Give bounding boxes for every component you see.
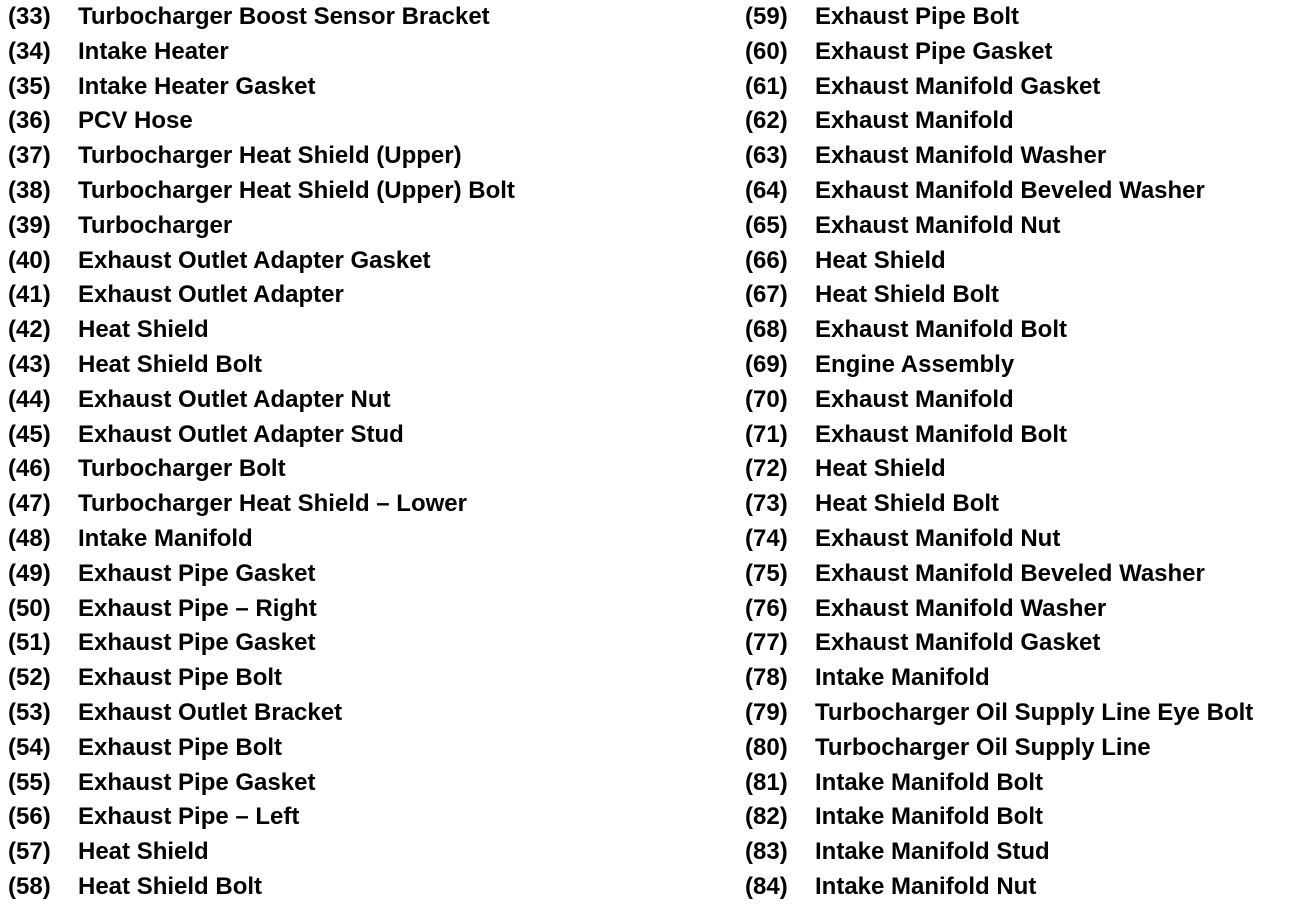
- part-reference-number: (33): [8, 3, 51, 30]
- part-name: Intake Manifold Bolt: [815, 803, 1043, 831]
- part-name: Heat Shield Bolt: [78, 350, 263, 378]
- part-list-item: [745, 835, 1305, 870]
- part-reference-number: (41): [8, 281, 51, 309]
- part-list-item: [745, 592, 1305, 627]
- part-list-item: [8, 0, 708, 35]
- part-reference-number: (50): [8, 594, 51, 622]
- part-list-item: [745, 244, 1305, 279]
- part-name: Exhaust Outlet Adapter: [78, 281, 344, 309]
- part-name: Turbocharger Boost Sensor Bracket: [78, 3, 490, 30]
- part-reference-number: (52): [8, 664, 51, 692]
- part-list-item: [8, 800, 708, 835]
- part-reference-number: (68): [745, 316, 788, 344]
- part-name: Exhaust Outlet Adapter Nut: [78, 385, 391, 413]
- part-name: Heat Shield Bolt: [815, 281, 1000, 309]
- part-name: Engine Assembly: [815, 350, 1015, 378]
- part-name: Exhaust Pipe Bolt: [78, 664, 283, 692]
- part-name: Exhaust Manifold Washer: [815, 594, 1107, 622]
- part-name: Exhaust Manifold Beveled Washer: [815, 176, 1205, 204]
- part-list-item: [8, 766, 708, 801]
- part-reference-number: (40): [8, 246, 51, 274]
- part-reference-number: (61): [745, 72, 788, 100]
- part-list-item: [745, 35, 1305, 70]
- part-reference-number: (59): [745, 3, 788, 30]
- part-reference-number: (80): [745, 733, 788, 761]
- part-reference-number: (54): [8, 733, 51, 761]
- part-list-item: [745, 313, 1305, 348]
- part-list-item: [745, 557, 1305, 592]
- part-list-item: [745, 278, 1305, 313]
- part-name: Intake Manifold: [78, 524, 253, 552]
- part-name: Exhaust Pipe Gasket: [78, 629, 316, 657]
- part-name: Heat Shield: [815, 246, 946, 274]
- part-list-item: [8, 452, 708, 487]
- part-name: Turbocharger Heat Shield (Upper) Bolt: [78, 176, 515, 204]
- part-list-item: [8, 174, 708, 209]
- part-list-item: [8, 104, 708, 139]
- part-list-item: [745, 731, 1305, 766]
- part-reference-number: (71): [745, 420, 788, 448]
- part-reference-number: (84): [745, 872, 788, 900]
- part-name: Exhaust Manifold Nut: [815, 211, 1061, 239]
- part-name: Turbocharger Heat Shield – Lower: [78, 490, 467, 518]
- part-list-item: [8, 696, 708, 731]
- part-name: Exhaust Pipe – Left: [78, 803, 300, 831]
- part-name: Exhaust Pipe Bolt: [78, 733, 283, 761]
- part-list-item: [745, 696, 1305, 731]
- part-reference-number: (66): [745, 246, 788, 274]
- part-name: Heat Shield: [78, 316, 209, 344]
- part-list-item: [8, 244, 708, 279]
- part-name: Intake Heater Gasket: [78, 72, 316, 100]
- part-list-item: [745, 800, 1305, 835]
- part-list-item: [8, 278, 708, 313]
- part-list-item: [745, 870, 1305, 905]
- part-reference-number: (72): [745, 455, 788, 483]
- part-reference-number: (48): [8, 524, 51, 552]
- part-list-item: [745, 104, 1305, 139]
- part-name: Exhaust Pipe – Right: [78, 594, 317, 622]
- part-name: Exhaust Manifold Bolt: [815, 420, 1067, 448]
- part-list-item: [745, 383, 1305, 418]
- part-reference-number: (36): [8, 107, 51, 135]
- part-name: Turbocharger: [78, 211, 233, 239]
- part-reference-number: (81): [745, 768, 788, 796]
- part-reference-number: (74): [745, 524, 788, 552]
- part-list-item: [745, 174, 1305, 209]
- part-name: Exhaust Manifold Nut: [815, 524, 1061, 552]
- part-list-item: [745, 522, 1305, 557]
- part-reference-number: (57): [8, 838, 51, 866]
- part-reference-number: (55): [8, 768, 51, 796]
- parts-list-left-column: [8, 0, 708, 905]
- part-reference-number: (37): [8, 142, 51, 170]
- part-name: Intake Heater: [78, 37, 229, 65]
- part-reference-number: (42): [8, 316, 51, 344]
- part-name: Exhaust Pipe Gasket: [815, 37, 1053, 65]
- part-reference-number: (39): [8, 211, 51, 239]
- part-list-item: [8, 626, 708, 661]
- part-reference-number: (73): [745, 490, 788, 518]
- part-name: Turbocharger Bolt: [78, 455, 286, 483]
- part-name: Exhaust Manifold Beveled Washer: [815, 559, 1205, 587]
- part-reference-number: (35): [8, 72, 51, 100]
- part-list-item: [8, 139, 708, 174]
- part-name: Exhaust Pipe Bolt: [815, 3, 1020, 30]
- part-list-item: [745, 487, 1305, 522]
- part-name: Exhaust Manifold: [815, 385, 1014, 413]
- part-reference-number: (75): [745, 559, 788, 587]
- part-name: Exhaust Outlet Adapter Stud: [78, 420, 404, 448]
- part-reference-number: (67): [745, 281, 788, 309]
- part-reference-number: (62): [745, 107, 788, 135]
- part-list-item: [745, 452, 1305, 487]
- part-reference-number: (78): [745, 664, 788, 692]
- part-list-item: [8, 70, 708, 105]
- part-name: Intake Manifold: [815, 664, 990, 692]
- part-name: Exhaust Pipe Gasket: [78, 768, 316, 796]
- part-list-item: [8, 487, 708, 522]
- part-reference-number: (56): [8, 803, 51, 831]
- part-list-item: [8, 661, 708, 696]
- part-name: Exhaust Manifold Washer: [815, 142, 1107, 170]
- part-list-item: [8, 522, 708, 557]
- part-reference-number: (34): [8, 37, 51, 65]
- part-name: Heat Shield: [815, 455, 946, 483]
- part-name: Exhaust Manifold Gasket: [815, 629, 1101, 657]
- part-list-item: [8, 557, 708, 592]
- part-reference-number: (60): [745, 37, 788, 65]
- part-name: Turbocharger Oil Supply Line: [815, 733, 1151, 761]
- part-list-item: [745, 70, 1305, 105]
- part-name: Intake Manifold Stud: [815, 838, 1050, 866]
- part-reference-number: (53): [8, 698, 51, 726]
- part-list-item: [745, 139, 1305, 174]
- part-reference-number: (58): [8, 872, 51, 900]
- part-name: Exhaust Pipe Gasket: [78, 559, 316, 587]
- part-list-item: [745, 0, 1305, 35]
- part-reference-number: (44): [8, 385, 51, 413]
- part-name: Exhaust Outlet Bracket: [78, 698, 343, 726]
- part-reference-number: (82): [745, 803, 788, 831]
- part-reference-number: (38): [8, 176, 51, 204]
- part-name: Heat Shield Bolt: [78, 872, 263, 900]
- part-reference-number: (51): [8, 629, 51, 657]
- part-name: Exhaust Outlet Adapter Gasket: [78, 246, 431, 274]
- part-name: Exhaust Manifold Gasket: [815, 72, 1101, 100]
- part-reference-number: (47): [8, 490, 51, 518]
- part-reference-number: (49): [8, 559, 51, 587]
- part-reference-number: (65): [745, 211, 788, 239]
- part-list-item: [8, 592, 708, 627]
- part-reference-number: (43): [8, 350, 51, 378]
- part-list-item: [745, 418, 1305, 453]
- part-name: PCV Hose: [78, 107, 193, 135]
- part-name: Heat Shield: [78, 838, 209, 866]
- part-reference-number: (83): [745, 838, 788, 866]
- part-reference-number: (70): [745, 385, 788, 413]
- part-list-item: [745, 661, 1305, 696]
- part-list-item: [745, 766, 1305, 801]
- parts-list-right-column: [745, 0, 1305, 905]
- part-name: Exhaust Manifold Bolt: [815, 316, 1067, 344]
- part-list-item: [8, 870, 708, 905]
- part-list-item: [745, 626, 1305, 661]
- part-list-item: [8, 731, 708, 766]
- part-name: Turbocharger Heat Shield (Upper): [78, 142, 462, 170]
- part-list-item: [8, 348, 708, 383]
- part-reference-number: (76): [745, 594, 788, 622]
- part-list-item: [8, 418, 708, 453]
- part-reference-number: (77): [745, 629, 788, 657]
- part-name: Heat Shield Bolt: [815, 490, 1000, 518]
- part-list-item: [8, 313, 708, 348]
- part-list-item: [745, 209, 1305, 244]
- part-name: Turbocharger Oil Supply Line Eye Bolt: [815, 698, 1254, 726]
- part-reference-number: (63): [745, 142, 788, 170]
- part-list-item: [745, 348, 1305, 383]
- part-reference-number: (79): [745, 698, 788, 726]
- part-reference-number: (46): [8, 455, 51, 483]
- part-list-item: [8, 383, 708, 418]
- part-list-item: [8, 835, 708, 870]
- part-name: Intake Manifold Bolt: [815, 768, 1043, 796]
- part-name: Intake Manifold Nut: [815, 872, 1037, 900]
- part-list-item: [8, 35, 708, 70]
- part-name: Exhaust Manifold: [815, 107, 1014, 135]
- part-list-item: [8, 209, 708, 244]
- part-reference-number: (45): [8, 420, 51, 448]
- part-reference-number: (64): [745, 176, 788, 204]
- part-reference-number: (69): [745, 350, 788, 378]
